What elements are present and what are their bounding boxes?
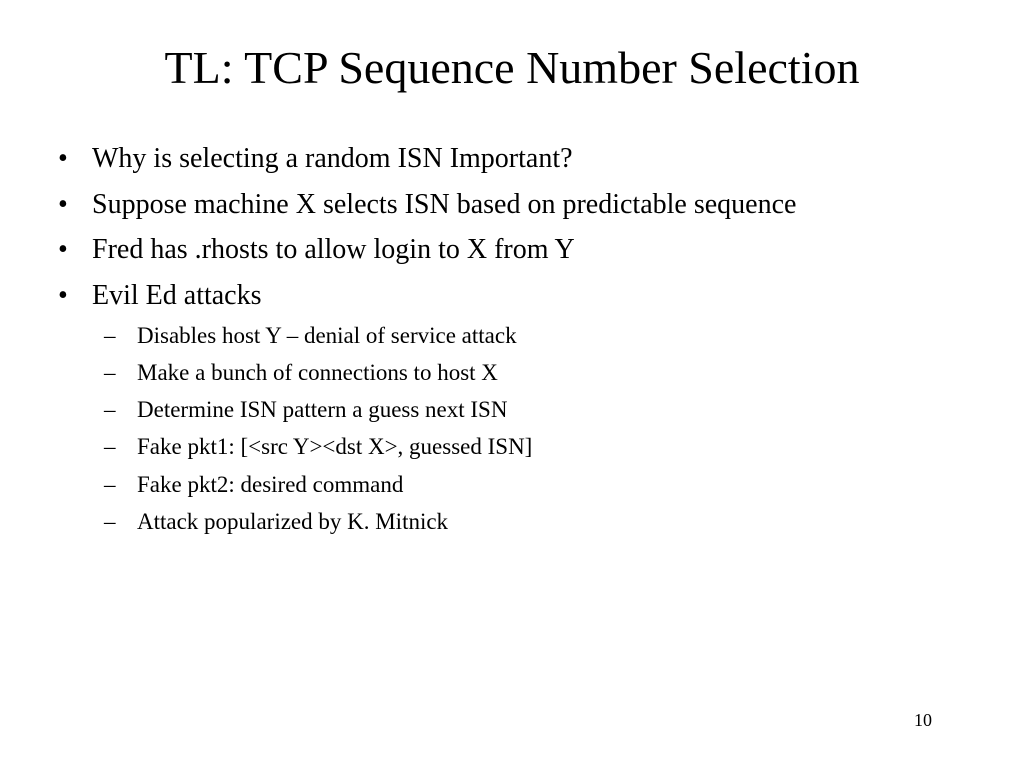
sub-bullet-marker: –: [104, 323, 116, 348]
sub-bullet-text: Disables host Y – denial of service attack: [137, 323, 517, 348]
sub-bullet-text: Fake pkt1: [<src Y><dst X>, guessed ISN]: [137, 434, 533, 459]
bullet-marker: •: [58, 234, 68, 265]
sub-bullet-text: Make a bunch of connections to host X: [137, 360, 498, 385]
sub-bullet-text: Determine ISN pattern a guess next ISN: [137, 397, 508, 422]
sub-bullet-marker: –: [104, 360, 116, 385]
sub-bullet-marker: –: [104, 434, 116, 459]
bullet-text: Fred has .rhosts to allow login to X from Y: [92, 234, 575, 265]
bullet-marker: •: [58, 280, 68, 311]
bullet-marker: •: [58, 143, 68, 174]
sub-bullet-marker: –: [104, 472, 116, 497]
bullet-text: Suppose machine X selects ISN based on predictable sequence: [92, 189, 797, 220]
bullet-text: Why is selecting a random ISN Important?: [92, 143, 573, 174]
page-number: 10: [914, 710, 932, 730]
sub-bullet-text: Fake pkt2: desired command: [137, 472, 404, 497]
sub-bullet-marker: –: [104, 397, 116, 422]
sub-bullet-text: Attack popularized by K. Mitnick: [137, 509, 449, 534]
bullet-text: Evil Ed attacks: [92, 280, 262, 311]
bullet-marker: •: [58, 189, 68, 220]
slide-title: TL: TCP Sequence Number Selection: [164, 42, 860, 93]
sub-bullet-marker: –: [104, 509, 116, 534]
